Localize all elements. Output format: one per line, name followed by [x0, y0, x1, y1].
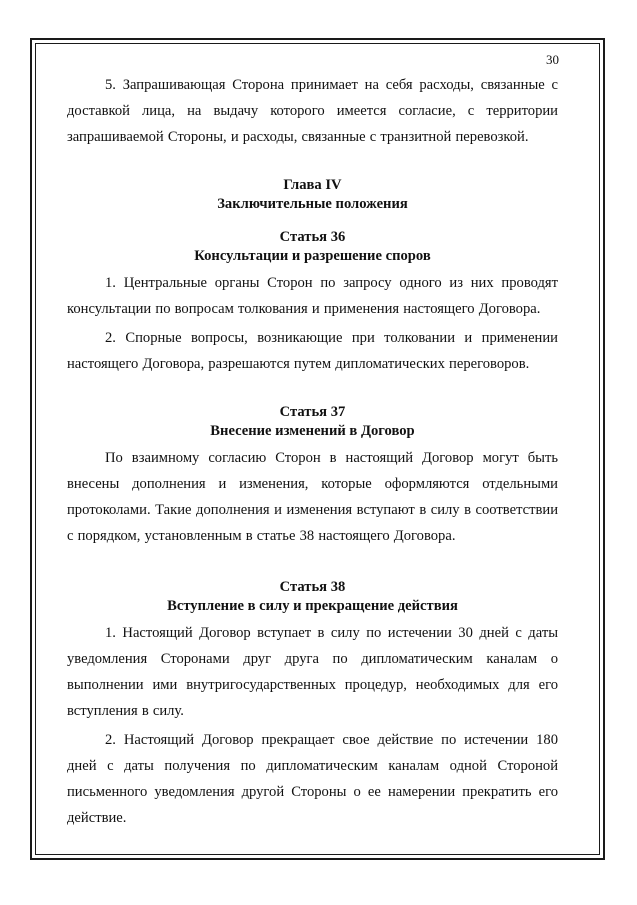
article-38-label: Статья 38 [279, 579, 346, 595]
article-36-label: Статья 36 [279, 229, 346, 245]
article-36-paragraph-1: 1. Центральные органы Сторон по запросу одного из них проводят консультации по вопросам толкования и применения настоящего Договора. [67, 275, 558, 317]
article-36-title: Консультации и разрешение споров [194, 248, 431, 264]
article-37-title: Внесение изменений в Договор [210, 423, 415, 439]
chapter-label: Глава IV [283, 177, 342, 193]
article-38-paragraph-1: 1. Настоящий Договор вступает в силу по истечении 30 дней с даты уведомления Сторонами друг друга по дипломатическим каналам о выполнении ими внутригосударственных процедур, необходимых для его вступления в силу. [67, 625, 558, 719]
article-37-paragraph-1: По взаимному согласию Сторон в настоящий Договор могут быть внесены дополнения и изменения, которые оформляются отдельными протоколами. Такие дополнения и изменения вступают в силу в соответствии с порядком, установленным в статье 38 настоящего Договора. [67, 450, 558, 544]
page-number: 30 [546, 52, 559, 67]
paragraph-5-transport-costs: 5. Запрашивающая Сторона принимает на себя расходы, связанные с доставкой лица, на выдачу которого имеется согласие, с территории запрашиваемой Стороны, и расходы, связанные с транзитной перевозкой. [67, 77, 558, 145]
article-37-label: Статья 37 [279, 404, 346, 420]
article-38-paragraph-2: 2. Настоящий Договор прекращает свое действие по истечении 180 дней с даты получения по дипломатическим каналам одной Стороной письменного уведомления другой Стороны о ее намерении прекратить его действие. [67, 732, 558, 826]
document-body [67, 52, 558, 831]
article-38-title: Вступление в силу и прекращение действия [167, 598, 458, 614]
article-36-paragraph-2: 2. Спорные вопросы, возникающие при толковании и применении настоящего Договора, разрешаются путем дипломатических переговоров. [67, 330, 558, 372]
chapter-title: Заключительные положения [217, 196, 408, 212]
